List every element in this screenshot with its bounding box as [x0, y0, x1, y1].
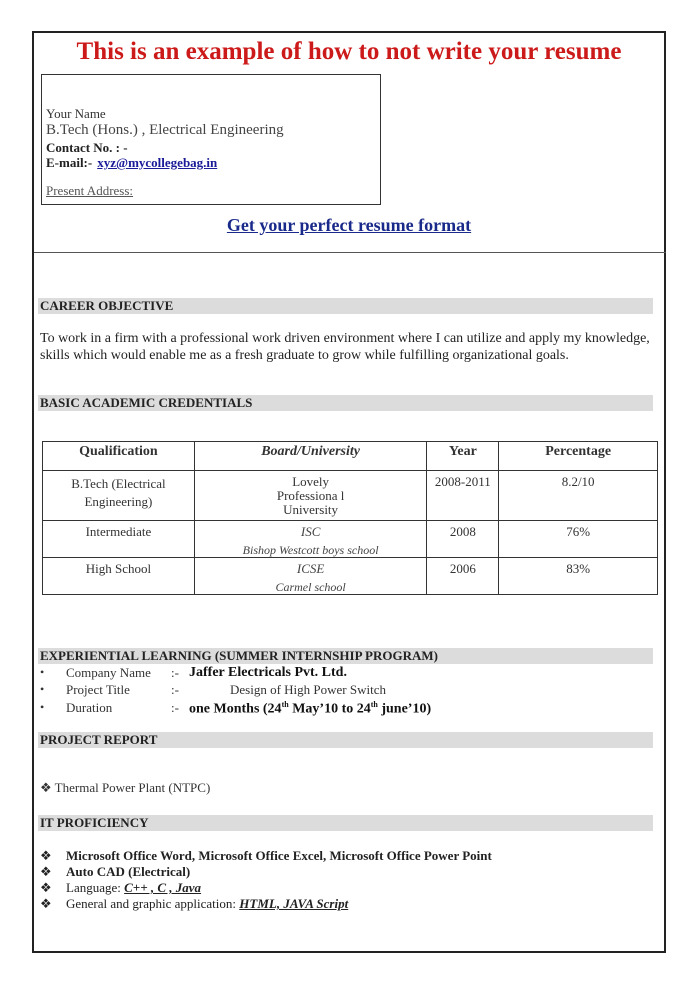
diamond-bullet-icon: ❖	[40, 848, 52, 863]
duration-value: one Months (24th May’10 to 24th june’10)	[189, 700, 432, 717]
cell-board	[194, 521, 427, 558]
project-text: Thermal Power Plant (NTPC)	[54, 780, 211, 795]
cell-year: 2008	[427, 521, 499, 558]
separator: :-	[171, 700, 179, 715]
bullet-icon: •	[40, 665, 45, 679]
email-link[interactable]: xyz@mycollegebag.in	[97, 155, 218, 170]
section-internship: EXPERIENTIAL LEARNING (SUMMER INTERNSHIP PROGRAM)	[38, 648, 653, 664]
cell-year: 2008-2011	[427, 471, 499, 521]
cell-percentage: 76%	[499, 521, 658, 558]
header-year: Year	[427, 442, 499, 471]
table-row	[43, 521, 658, 558]
email-row	[46, 155, 217, 171]
board-name: ISC	[300, 524, 321, 539]
it-item-autocad: Auto CAD (Electrical)	[66, 864, 191, 879]
separator: :-	[171, 682, 179, 697]
it-item-office: Microsoft Office Word, Microsoft Office Excel, Microsoft Office Power Point	[66, 848, 492, 863]
objective-text: To work in a firm with a professional work driven environment where I can utilize and apply my knowledge, skills which would enable me as a fresh graduate to grow while fulfilling organizational goals.	[40, 331, 650, 363]
it-item-language: Language: C++ , C , Java	[66, 880, 202, 895]
section-project-report: PROJECT REPORT	[38, 732, 653, 748]
section-career-objective: CAREER OBJECTIVE	[38, 298, 653, 314]
duration-label: Duration	[66, 700, 113, 715]
section-it-proficiency: IT PROFICIENCY	[38, 815, 653, 831]
contact-number: Contact No. : -	[46, 140, 128, 155]
diamond-bullet-icon: ❖	[40, 880, 52, 895]
project-item	[40, 780, 210, 796]
your-name: Your Name	[46, 106, 106, 121]
header-qualification: Qualification	[43, 442, 195, 471]
board-name: ICSE	[296, 561, 325, 576]
cell-board	[194, 558, 427, 595]
company-value: Jaffer Electricals Pvt. Ltd.	[189, 665, 347, 680]
bullet-icon: •	[40, 700, 45, 714]
resume-format-link[interactable]: Get your perfect resume format	[226, 215, 472, 235]
board-school: Carmel school	[275, 580, 346, 594]
it-item-graphics: General and graphic application: HTML, JAVA Script	[66, 896, 349, 911]
diamond-bullet-icon: ❖	[40, 896, 52, 911]
bullet-icon: •	[40, 682, 45, 696]
separator: :-	[171, 665, 179, 680]
cell-percentage: 8.2/10	[499, 471, 658, 521]
email-label: E-mail:-	[46, 155, 93, 170]
degree: B.Tech (Hons.) , Electrical Engineering	[46, 122, 284, 138]
table-row	[43, 558, 658, 595]
contact-box	[41, 74, 381, 205]
project-label: Project Title	[66, 682, 130, 697]
page-title: This is an example of how to not write your resume	[76, 38, 622, 65]
cell-percentage: 83%	[499, 558, 658, 595]
table-header-row	[43, 442, 658, 471]
diamond-bullet-icon: ❖	[40, 780, 52, 795]
diamond-bullet-icon: ❖	[40, 864, 52, 879]
cell-qualification: B.Tech (Electrical Engineering)	[43, 471, 195, 521]
company-label: Company Name	[66, 665, 151, 680]
header-percentage: Percentage	[499, 442, 658, 471]
cell-qualification: High School	[43, 558, 195, 595]
cell-year: 2006	[427, 558, 499, 595]
divider	[34, 252, 666, 253]
section-academic: BASIC ACADEMIC CREDENTIALS	[38, 395, 653, 411]
academic-table	[42, 441, 658, 595]
project-value: Design of High Power Switch	[230, 682, 386, 697]
cell-board: Lovely Professiona l University	[194, 471, 427, 521]
present-address: Present Address:	[46, 183, 134, 198]
table-row	[43, 471, 658, 521]
header-board: Board/University	[194, 442, 427, 471]
cell-qualification: Intermediate	[43, 521, 195, 558]
board-school: Bishop Westcott boys school	[242, 543, 379, 557]
